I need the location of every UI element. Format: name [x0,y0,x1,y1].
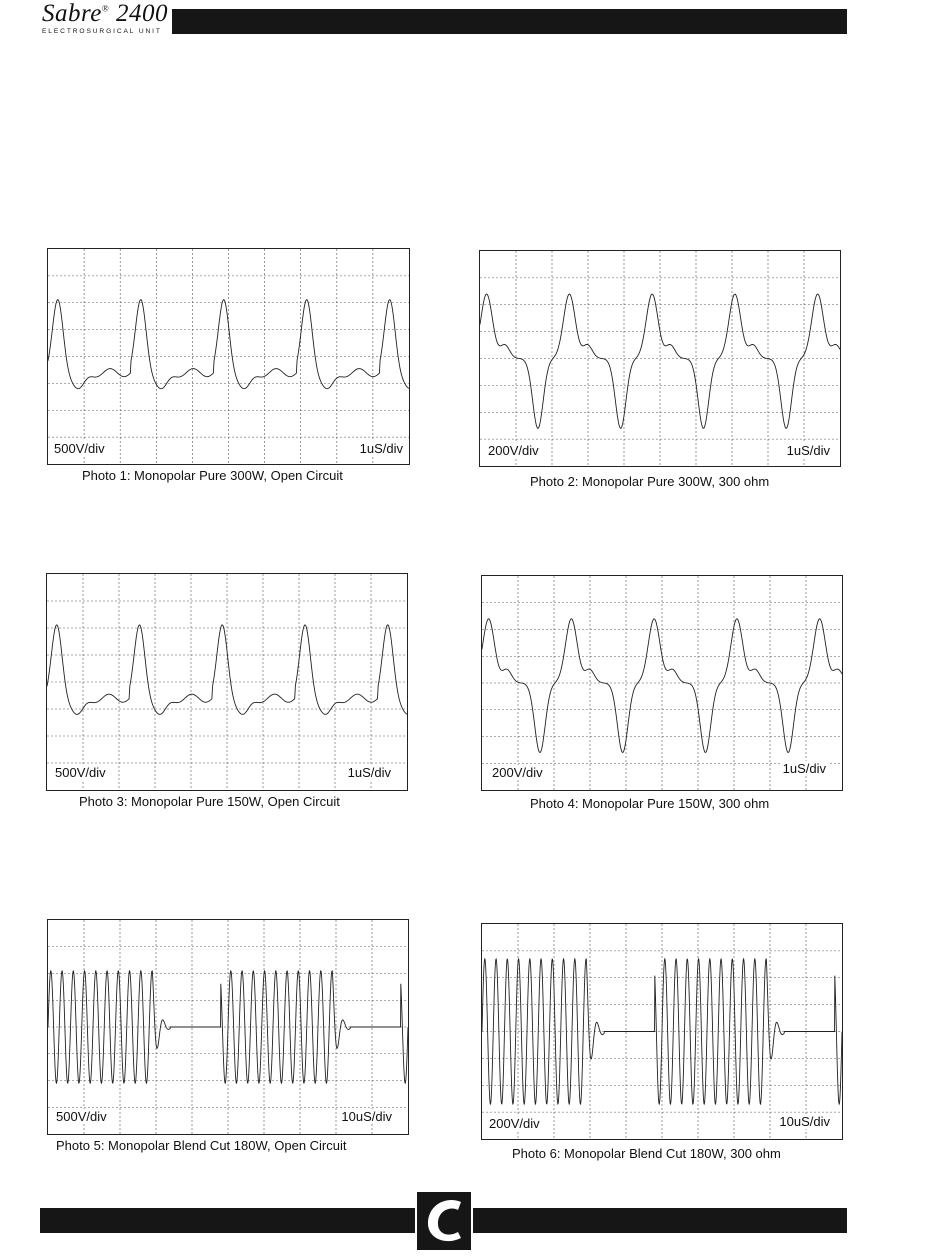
oscilloscope-trace-2 [479,250,841,467]
c-swoosh-glyph [417,1192,471,1250]
vertical-scale: 500V/div [55,765,106,780]
time-scale: 10uS/div [341,1109,392,1124]
waveform-plot [482,576,842,790]
oscilloscope-trace-4 [481,575,843,791]
sabre-2400-logo [40,0,168,38]
time-scale: 1uS/div [359,441,403,456]
waveform-plot [48,920,408,1134]
vertical-scale: 200V/div [492,765,543,780]
waveform-plot [482,924,842,1139]
time-scale: 10uS/div [779,1114,830,1129]
vertical-scale: 200V/div [488,443,539,458]
time-scale: 1uS/div [347,765,391,780]
oscilloscope-trace-5 [47,919,409,1135]
waveform-plot [480,251,840,466]
vertical-scale: 500V/div [54,441,105,456]
waveform-plot [47,574,407,790]
logo-subtitle: ELECTROSURGICAL UNIT [42,28,162,35]
logo-wordmark: Sabre® 2400 [42,0,168,27]
waveform-plot [48,249,409,464]
vertical-scale: 200V/div [489,1116,540,1131]
time-scale: 1uS/div [782,761,826,776]
oscilloscope-trace-3 [46,573,408,791]
oscilloscope-trace-6 [481,923,843,1140]
photo-caption: Photo 4: Monopolar Pure 150W, 300 ohm [530,796,770,811]
photo-caption: Photo 2: Monopolar Pure 300W, 300 ohm [530,474,770,489]
vertical-scale: 500V/div [56,1109,107,1124]
photo-caption: Photo 5: Monopolar Blend Cut 180W, Open Circuit [56,1138,347,1153]
time-scale: 1uS/div [786,443,830,458]
c-swoosh-logo-icon [415,1190,473,1252]
photo-caption: Photo 3: Monopolar Pure 150W, Open Circuit [79,794,340,809]
photo-caption: Photo 6: Monopolar Blend Cut 180W, 300 ohm [512,1146,781,1161]
photo-caption: Photo 1: Monopolar Pure 300W, Open Circuit [82,468,343,483]
oscilloscope-trace-1 [47,248,410,465]
header-bar [172,9,847,34]
